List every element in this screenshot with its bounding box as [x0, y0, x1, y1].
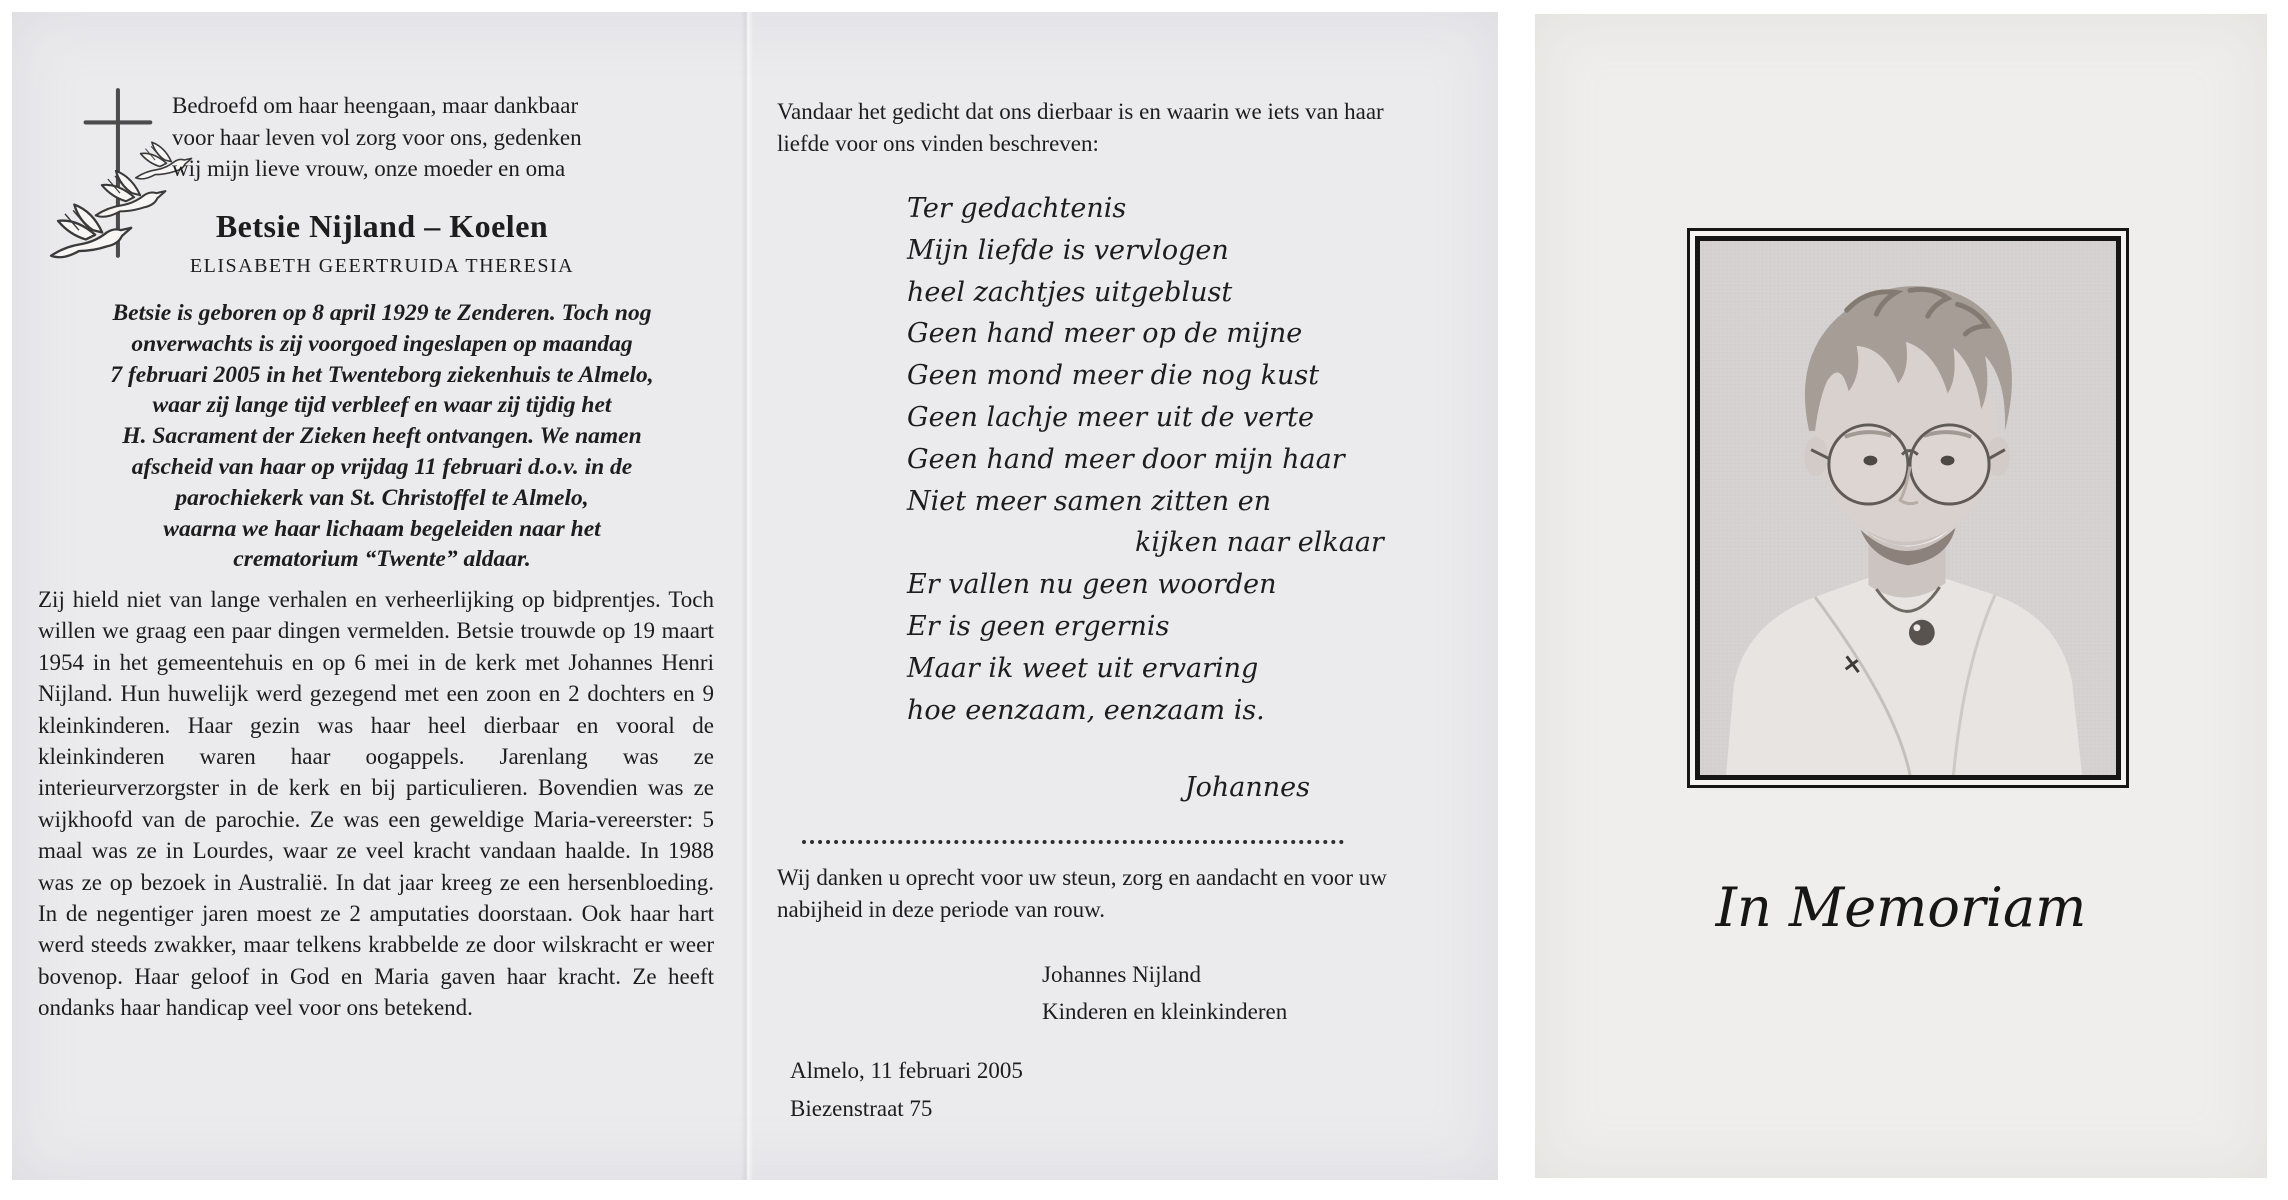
poem-line: Geen lachje meer uit de verte	[907, 401, 1314, 433]
intro-text	[172, 90, 720, 185]
thanks-text: Wij danken u oprecht voor uw steun, zorg en aandacht en voor uw nabijheid in deze periode van rouw.	[777, 865, 1387, 922]
obituary-line: H. Sacrament der Zieken heeft ontvangen. We namen	[122, 423, 642, 450]
poem-line: hoe eenzaam, eenzaam is.	[907, 694, 1265, 726]
poem-line: Mijn liefde is vervlogen	[907, 234, 1229, 266]
place-date: Almelo, 11 februari 2005	[790, 1058, 1023, 1083]
dotted-divider	[802, 824, 1344, 844]
poem-line: Er is geen ergernis	[907, 610, 1170, 642]
intro-line: Bedroefd om haar heengaan, maar dankbaar	[172, 93, 579, 118]
poem-line: Er vallen nu geen woorden	[907, 569, 1277, 601]
memorial-poem	[907, 188, 1447, 731]
poem-line: kijken naar elkaar	[1135, 527, 1384, 559]
poem-line: Geen mond meer die nog kust	[907, 360, 1320, 392]
obituary-line: waar zij lange tijd verbleef en waar zij tijdig het	[152, 392, 612, 419]
poem-line: Ter gedachtenis	[907, 193, 1127, 224]
poem-line: heel zachtjes uitgeblust	[907, 276, 1233, 308]
portrait-photo	[1700, 241, 2116, 775]
signoff-block	[1042, 956, 1287, 1030]
signoff-name: Johannes Nijland	[1042, 962, 1202, 987]
photo-frame	[1687, 228, 2129, 788]
obituary-line: crematorium “Twente” aldaar.	[233, 546, 531, 573]
deceased-full-name: ELISABETH GEERTRUIDA THERESIA	[189, 255, 575, 277]
cover-title: In Memoriam	[1715, 876, 2087, 939]
obituary-line: waarna we haar lichaam begeleiden naar het	[163, 515, 601, 542]
poem-signature: Johannes	[1184, 772, 1310, 803]
fold-crease	[741, 12, 753, 1180]
signoff-family: Kinderen en kleinkinderen	[1042, 999, 1288, 1024]
biography-text: Zij hield niet van lange verhalen en verheerlijking op bidprentjes. Toch willen we graag een paar dingen vermelden. Betsie trouwde op 19 maart 1954 in het gemeentehuis en op 6 mei in de kerk met Johannes Henri Nijland. Hun huwelijk werd gezegend met een zoon en 2 dochters en 9 kleinkinderen. Haar gezin was haar heel dierbaar en vooral de kleinkinderen waren haar oogappels. Jarenlang was ze interieurverzorgster in de kerk en bij particulieren. Bovendien was ze wijkhoofd van de parochie. Ze was een geweldige Maria-vereerster: 5 maal was ze in Lourdes, waar ze veel kracht vandaan haalde. In 1988 was ze op bezoek in Australië. In dat jaar kreeg ze een hersenbloeding. In de negentiger jaren moest ze 2 amputaties doorstaan. Ook haar hart werd steeds zwakker, maar telkens krabbelde ze door wilskracht er weer bovenop. Haar geloof in God en Maria gaven haar kracht. Ze heeft ondanks haar handicap veel voor ons betekend.	[38, 587, 714, 1021]
poem-intro-text: Vandaar het gedicht dat ons dierbaar is en waarin we iets van haar liefde voor ons vinden beschreven:	[777, 99, 1384, 156]
poem-line: Geen hand meer op de mijne	[907, 318, 1303, 350]
obituary-line: Betsie is geboren op 8 april 1929 te Zenderen. Toch nog	[112, 300, 652, 326]
memorial-card-cover	[1535, 14, 2267, 1178]
intro-line: wij mijn lieve vrouw, onze moeder en oma	[172, 156, 566, 181]
intro-line: voor haar leven vol zorg voor ons, gedenken	[172, 124, 582, 150]
name-block	[32, 208, 732, 278]
poem-line: Maar ik weet uit ervaring	[907, 652, 1259, 684]
obituary-text	[32, 298, 732, 575]
poem-line: Niet meer samen zitten en	[907, 485, 1272, 517]
address: Biezenstraat 75	[790, 1096, 933, 1121]
photo-frame-inner-border	[1695, 236, 2121, 780]
obituary-line: 7 februari 2005 in het Twenteborg ziekenhuis te Almelo,	[110, 361, 654, 388]
deceased-name: Betsie Nijland – Koelen	[215, 208, 549, 244]
poem-line: Geen hand meer door mijn haar	[907, 443, 1345, 475]
obituary-line: afscheid van haar op vrijdag 11 februari d.o.v. in de	[131, 453, 633, 480]
obituary-line: parochiekerk van St. Christoffel te Almelo,	[175, 484, 589, 511]
memorial-card-inner-spread	[12, 12, 1498, 1180]
obituary-line: onverwachts is zij voorgoed ingeslapen op maandag	[131, 330, 633, 357]
